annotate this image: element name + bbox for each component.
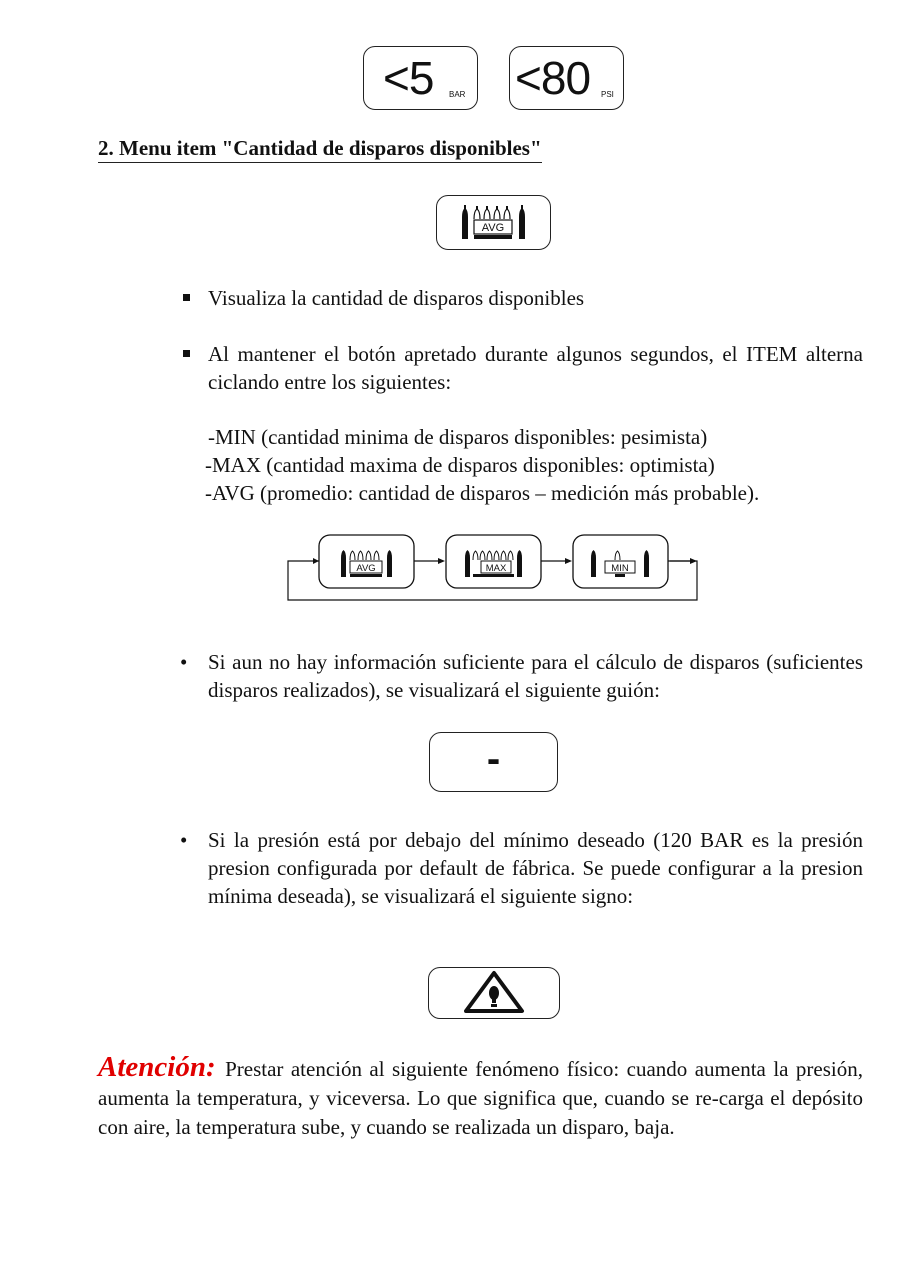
bullet-marker: •	[180, 650, 188, 674]
mode-cycle-diagram	[285, 530, 705, 605]
cycle-min-icon	[573, 535, 668, 588]
attention-text: Prestar atención al siguiente fenómeno físico: cuando aumenta la presión, aumenta la temperatura, y viceversa. Lo que significa que, cuando se re-carga el depósito con aire, la temperatura sube, y cuando se realizada un disparo, baja.	[98, 1057, 863, 1139]
bullet-marker: •	[180, 828, 188, 852]
psi-display-value: <80	[515, 52, 591, 104]
cycle-max-icon	[446, 535, 541, 588]
cycle-min-label: MIN	[611, 563, 629, 574]
avg-label: AVG	[481, 222, 505, 234]
attention-title: Atención:	[98, 1051, 226, 1083]
bar-display-value: <5	[383, 52, 434, 104]
mode-min: -MIN (cantidad minima de disparos disponibles: pesimista)	[208, 425, 708, 449]
psi-display	[509, 46, 624, 110]
bullet-text-2: Al mantener el botón apretado durante algunos segundos, el ITEM alterna ciclando entre los siguientes:	[208, 342, 863, 394]
bullet-text-1: Visualiza la cantidad de disparos disponibles	[208, 286, 585, 310]
warning-triangle-icon	[428, 967, 560, 1019]
cycle-avg-label: AVG	[356, 563, 376, 574]
mode-max: -MAX (cantidad maxima de disparos disponibles: optimista)	[205, 453, 715, 477]
cycle-max-label: MAX	[485, 563, 507, 574]
bar-display-unit: BAR	[449, 90, 466, 99]
bullet-text-3: Si aun no hay información suficiente para el cálculo de disparos (suficientes disparos realizados), se visualizará el siguiente guión:	[208, 650, 863, 702]
avg-icon-box	[436, 195, 551, 250]
mode-avg: -AVG (promedio: cantidad de disparos – medición más probable).	[205, 481, 760, 505]
dash-display	[429, 732, 558, 792]
section-heading: 2. Menu item "Cantidad de disparos disponibles"	[98, 136, 542, 163]
cylinders-avg-icon	[436, 195, 551, 250]
bullet-marker	[183, 294, 190, 301]
dash-symbol: -	[486, 737, 501, 781]
cycle-avg-icon	[319, 535, 414, 588]
bar-display	[363, 46, 478, 110]
psi-display-unit: PSI	[601, 90, 614, 99]
attention-paragraph	[98, 1053, 863, 1142]
bullet-marker	[183, 350, 190, 357]
warning-display	[428, 967, 560, 1019]
bullet-text-4: Si la presión está por debajo del mínimo deseado (120 BAR es la presión presion configurada por default de fábrica. Se puede configurar a la presion mínima deseada), se visualizará el siguiente signo:	[208, 828, 863, 908]
